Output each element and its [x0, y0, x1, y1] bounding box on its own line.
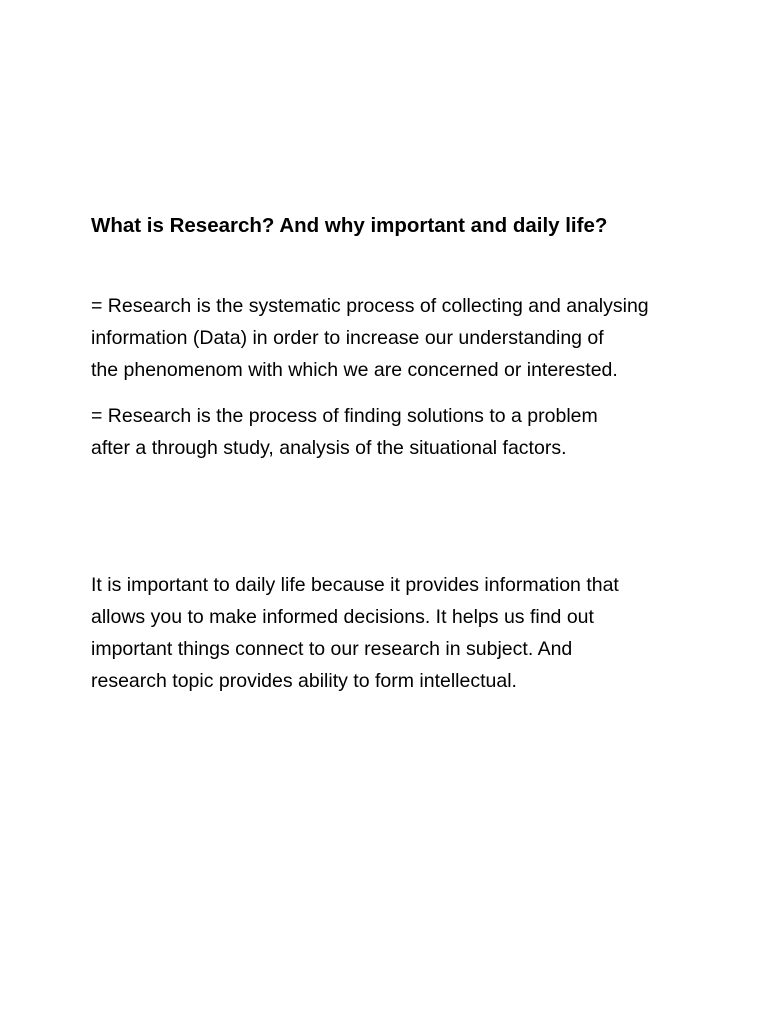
- paragraph-line: after a through study, analysis of the situational factors.: [91, 437, 567, 459]
- paragraph-line: allows you to make informed decisions. It helps us find out: [91, 606, 594, 628]
- definition-paragraph-1: [91, 290, 731, 386]
- paragraph-line: important things connect to our research in subject. And: [91, 638, 573, 660]
- document-title: What is Research? And why important and daily life?: [91, 214, 608, 237]
- definition-paragraph-2: [91, 400, 731, 464]
- paragraph-line: the phenomenom with which we are concerned or interested.: [91, 359, 618, 381]
- paragraph-line: = Research is the systematic process of collecting and analysing: [91, 295, 649, 317]
- paragraph-line: information (Data) in order to increase our understanding of: [91, 327, 604, 349]
- importance-paragraph: [91, 569, 731, 697]
- paragraph-line: research topic provides ability to form intellectual.: [91, 670, 517, 692]
- paragraph-line: It is important to daily life because it provides information that: [91, 574, 619, 596]
- paragraph-line: = Research is the process of finding solutions to a problem: [91, 405, 598, 427]
